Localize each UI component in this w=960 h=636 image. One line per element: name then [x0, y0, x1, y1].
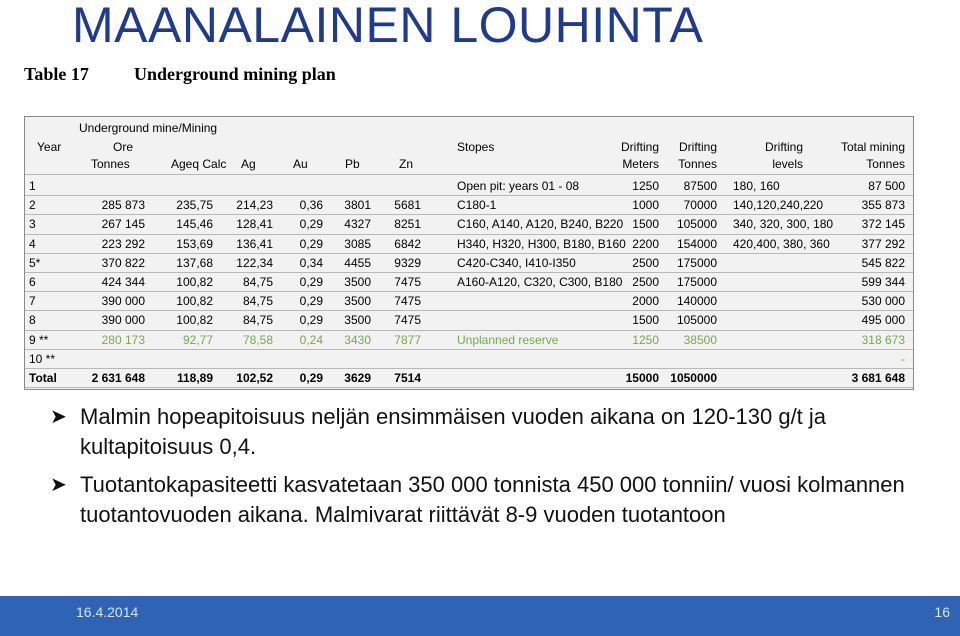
table-cell: 100,82	[176, 313, 213, 328]
table-cell: 2500	[632, 275, 659, 289]
header-total-mining: Total mining	[840, 140, 905, 154]
table-cell: 1500	[632, 217, 659, 232]
table-cell: 267 145	[101, 217, 145, 232]
page-number: 16	[934, 604, 950, 620]
table-cell: 3500	[344, 294, 371, 309]
table-cell: 102,52	[236, 371, 273, 385]
footer-date: 16.4.2014	[76, 604, 139, 620]
bullet-item	[50, 402, 940, 462]
table-cell: 0,29	[299, 236, 323, 251]
table-row	[25, 273, 913, 291]
table-cell: 2200	[632, 236, 659, 251]
table-cell: -	[901, 351, 905, 366]
table-cell: 3430	[344, 332, 371, 347]
table-row	[25, 350, 913, 368]
table-row	[25, 196, 913, 214]
table-cell: 4455	[344, 255, 371, 270]
table-cell: C420-C340, I410-I350	[457, 255, 576, 270]
table-cell: 545 822	[861, 255, 905, 270]
table-label: Table 17	[24, 64, 89, 84]
table-cell: 9329	[394, 255, 421, 270]
footer-bar	[0, 596, 960, 636]
table-cell: 87500	[683, 179, 717, 193]
table-row	[25, 369, 913, 387]
table-cell: 153,69	[176, 236, 213, 251]
table-cell: 6842	[394, 236, 421, 251]
table-cell: 105000	[676, 313, 717, 328]
table-cell: 87 500	[868, 179, 905, 193]
table-cell: 140000	[676, 294, 717, 309]
table-cell: 70000	[683, 198, 717, 213]
header-group: Underground mine/Mining	[79, 121, 218, 135]
bullet-text: Tuotantokapasiteetti kasvatetaan 350 000 tonnista 450 000 tonniin/ vuosi kolmannen tuotantovuoden aikana. Malmivarat riittävät 8-9 vuoden tuotantoon	[80, 472, 905, 527]
table-cell: 0,29	[299, 313, 323, 328]
table-cell: 0,24	[299, 332, 323, 347]
table-cell: 7	[29, 294, 36, 309]
table-cell: 3801	[344, 198, 371, 213]
table-row	[25, 215, 913, 233]
table-cell: 7514	[394, 371, 421, 385]
bullet-list	[50, 402, 940, 538]
table-cell: 9 **	[29, 332, 49, 347]
table-cell: 78,58	[242, 332, 273, 347]
table-cell: 180, 160	[733, 179, 780, 193]
table-cell: 0,29	[299, 371, 323, 385]
bullet-text: Malmin hopeapitoisuus neljän ensimmäisen vuoden aikana on 120-130 g/t ja kultapitoisuus 0,4.	[80, 404, 827, 459]
table-title: Underground mining plan	[134, 64, 336, 84]
header-ag: Ag	[241, 157, 256, 171]
table-cell: 2 631 648	[91, 371, 145, 385]
table-row	[25, 292, 913, 310]
header-drifting-3: Drifting	[764, 140, 803, 154]
table-cell: C180-1	[457, 198, 497, 213]
table-header-row-3	[25, 155, 913, 173]
table-cell: 424 344	[101, 275, 145, 289]
table-cell: 0,29	[299, 217, 323, 232]
header-stopes: Stopes	[457, 140, 495, 154]
table-cell: 136,41	[236, 236, 273, 251]
table-cell: 140,120,240,220	[733, 198, 824, 213]
table-row	[25, 177, 913, 195]
table-cell: 280 173	[101, 332, 145, 347]
table-cell: 84,75	[242, 294, 273, 309]
table-cell: Open pit: years 01 - 08	[457, 179, 580, 193]
arrow-bullet-icon: ➤	[50, 406, 67, 428]
table-cell: 1250	[632, 332, 659, 347]
table-cell: 154000	[676, 236, 717, 251]
table-cell: 15000	[625, 371, 659, 385]
table-cell: 1	[29, 179, 36, 193]
table-cell: 318 673	[861, 332, 905, 347]
header-pb: Pb	[345, 157, 360, 171]
table-cell: 7877	[394, 332, 421, 347]
table-cell: 8251	[394, 217, 421, 232]
table-cell: 4	[29, 236, 36, 251]
table-cell: 7475	[394, 313, 421, 328]
table-cell: C160, A140, A120, B240, B220	[457, 217, 624, 232]
table-cell: 84,75	[242, 313, 273, 328]
arrow-bullet-icon: ➤	[50, 474, 67, 496]
table-cell: 118,89	[176, 371, 213, 385]
table-cell: 214,23	[236, 198, 273, 213]
table-cell: 2000	[632, 294, 659, 309]
table-cell: 7475	[394, 275, 421, 289]
table-cell: 285 873	[101, 198, 145, 213]
table-cell: 4327	[344, 217, 371, 232]
table-cell: 340, 320, 300, 180	[733, 217, 834, 232]
table-cell: H340, H320, H300, B180, B160	[457, 236, 626, 251]
table-cell: 3 681 648	[851, 371, 905, 385]
table-cell: 6	[29, 275, 36, 289]
table-cell: Total	[29, 371, 57, 385]
table-cell: 370 822	[101, 255, 145, 270]
table-cell: 8	[29, 313, 36, 328]
table-cell: 3629	[344, 371, 371, 385]
table-cell: 372 145	[861, 217, 905, 232]
table-cell: 7475	[394, 294, 421, 309]
table-cell: 137,68	[176, 255, 213, 270]
header-meters: Meters	[622, 157, 659, 171]
header-au: Au	[293, 157, 308, 171]
header-ageq: Ageq Calc	[171, 157, 227, 171]
table-row	[25, 254, 913, 272]
table-cell: 128,41	[236, 217, 273, 232]
table-cell: 145,46	[176, 217, 213, 232]
header-ore: Ore	[113, 140, 134, 154]
table-header-row-2	[25, 138, 913, 156]
table-cell: 3500	[344, 313, 371, 328]
header-drifting-1: Drifting	[620, 140, 659, 154]
table-cell: 223 292	[101, 236, 145, 251]
header-divider	[25, 174, 913, 175]
table-cell: 84,75	[242, 275, 273, 289]
table-cell: 100,82	[176, 294, 213, 309]
slide-title: MAANALAINEN LOUHINTA	[72, 0, 704, 53]
table-cell: 5681	[394, 198, 421, 213]
mining-plan-table	[24, 116, 914, 390]
table-cell: 1050000	[670, 371, 717, 385]
bullet-item	[50, 470, 940, 530]
table-cell: 599 344	[861, 275, 905, 289]
table-cell: 420,400, 380, 360	[733, 236, 830, 251]
table-cell: 92,77	[182, 332, 213, 347]
table-cell: 3500	[344, 275, 371, 289]
table-cell: 0,36	[299, 198, 323, 213]
table-cell: 1500	[632, 313, 659, 328]
table-cell: A160-A120, C320, C300, B180	[457, 275, 623, 289]
table-cell: 100,82	[176, 275, 213, 289]
table-row	[25, 311, 913, 329]
table-cell: 1000	[632, 198, 659, 213]
table-cell: 495 000	[861, 313, 905, 328]
table-cell: 175000	[676, 255, 717, 270]
table-cell: 0,29	[299, 294, 323, 309]
table-cell: Unplanned reserve	[457, 332, 559, 347]
header-tonnes: Tonnes	[91, 157, 130, 171]
table-row	[25, 331, 913, 349]
table-cell: 390 000	[101, 294, 145, 309]
table-cell: 530 000	[861, 294, 905, 309]
table-cell: 0,29	[299, 275, 323, 289]
table-cell: 390 000	[101, 313, 145, 328]
table-row	[25, 235, 913, 253]
table-cell: 235,75	[176, 198, 213, 213]
table-cell: 1250	[632, 179, 659, 193]
table-cell: 10 **	[29, 351, 56, 366]
row-divider	[25, 387, 913, 388]
table-cell: 105000	[676, 217, 717, 232]
header-total-tonnes: Tonnes	[866, 157, 905, 171]
table-cell: 3085	[344, 236, 371, 251]
table-cell: 355 873	[861, 198, 905, 213]
table-header-row-1	[25, 119, 913, 137]
table-cell: 0,34	[299, 255, 323, 270]
table-cell: 38500	[683, 332, 717, 347]
table-cell: 2500	[632, 255, 659, 270]
table-cell: 2	[29, 198, 36, 213]
table-cell: 3	[29, 217, 36, 232]
table-cell: 377 292	[861, 236, 905, 251]
header-zn: Zn	[399, 157, 414, 171]
table-cell: 5*	[29, 255, 41, 270]
table-cell: 122,34	[236, 255, 273, 270]
header-levels: levels	[772, 157, 803, 171]
table-cell: 175000	[676, 275, 717, 289]
header-drift-tonnes: Tonnes	[678, 157, 717, 171]
header-drifting-2: Drifting	[678, 140, 717, 154]
header-year: Year	[37, 140, 62, 154]
